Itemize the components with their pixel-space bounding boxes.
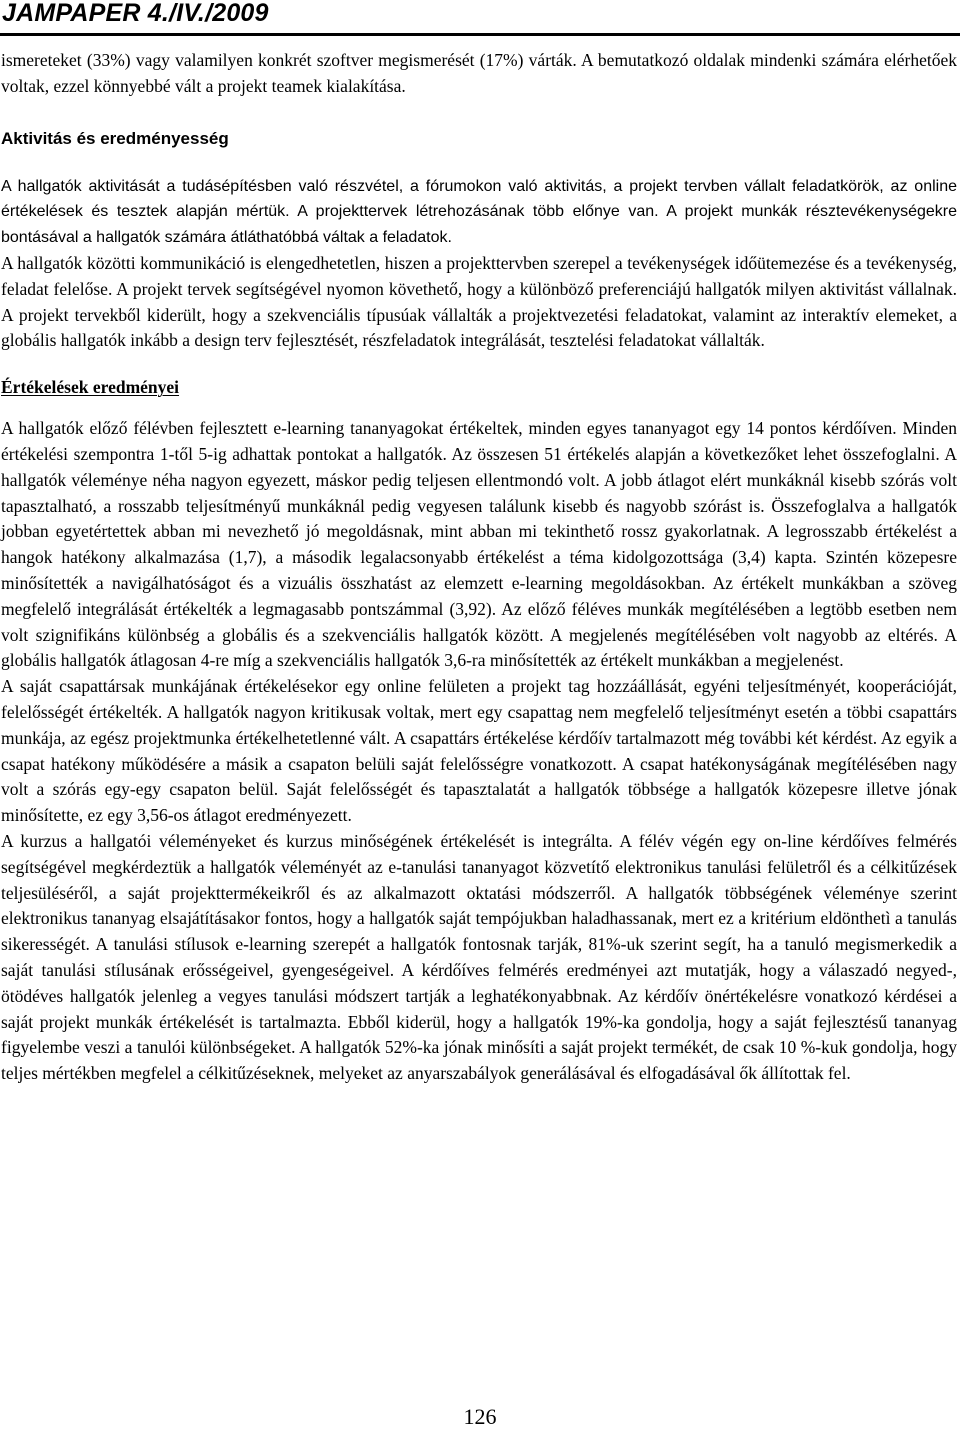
activity-paragraph-serif: A hallgatók közötti kommunikáció is elengedhetetlen, hiszen a projekttervben szerepel a tevékenységek időütemezése és a tevékenység, feladat felelőse. A projekt tervek segítségével nyomon követhető, hogy a különböző preferenciájú hallgatók milyen aktivitást vállalnak. A projekt tervekből kiderült, hogy a szekvenciális típusúak vállalták a projektvezetési feladatokat, valamint az interaktív elemeket, a globális hallgatók inkább a design terv fejlesztését, részfeladatok integrálását, tesztelési feladatokat vállalták. [1,252,957,351]
spacer [1,400,957,416]
page-number: 126 [463,1404,497,1429]
page-header [0,0,960,36]
evaluation-paragraph-3: A kurzus a hallgatói véleményeket és kurzus minőségének értékelését is integrálta. A félév végén egy on-line kérdőíves felmérés segítségével megkérdeztük a hallgatók véleményét az e-tanulási tananyagot közvetítő elektronikus tanulási felületről és a célkitűzések teljesüléséről, a saját projekttermékeikről és az alkalmazott oktatási módszerről. A hallgatók többségének véleménye szerint elektronikus tananyag elsajátításakor fontos, hogy a hallgatók saját tempójukban haladhassanak, mert ez a kritérium eldönthetì a tanulás sikerességét. A tanulási stílusok e-learning szerepét a hallgatók fontosnak tarják, 81%-uk szerint segít, ha a tanuló megismerkedik a saját tanulási stílusának erősségeivel, gyengeségeivel. A kérdőíves felmérés eredményei azt mutatják, hogy a válaszadó negyed-, ötödéves hallgatók jelenleg a vegyes tanulási módszert tartják a leghatékonyabbnak. Az kérdőív önértékelésre vonatkozó kérdései a saját projekt munkák értékelését is tartalmazta. Ebből kiderül, hogy a hallgatók 19%-ka gondolja, hogy a saját fejlesztésű tananyag figyelembe veszi a tanulói különbségeket. A hallgatók 52%-ka jónak minősíti a saját projekt termékét, de csak 10 %-kuk gondolja, hogy teljes mértékben megfelel a célkitűzéseknek, melyeket az anyarszabályok generálásával és elfogadásával ők állítottak fel. [1,830,957,1084]
spacer [1,354,957,374]
header-rule [0,33,960,36]
intro-paragraph: ismereteket (33%) vagy valamilyen konkrét szoftver megismerését (17%) várták. A bemutatkozó oldalak mindenki számára elérhetőek voltak, ezzel könnyebbé vált a projekt teamek kialakítása. [1,50,957,96]
activity-paragraph-sans: A hallgatók aktivitását a tudásépítésben való részvétel, a fórumokon való aktivitás, a projekt tervben vállalt feladatkörök, az online értékelések és tesztek alapján mértük. A projekttervek létrehozásának több előnye van. A projekt munkák résztevékenységekre bontásával a hallgatók számára átláthatóbbá váltak a feladatok. [1,177,957,247]
journal-title: JAMPAPER 4./IV./2009 [2,0,269,27]
spacer [1,152,957,174]
section-heading-evaluations: Értékelések eredményei [1,377,180,398]
evaluation-paragraph-1: A hallgatók előző félévben fejlesztett e-learning tananyagokat értékeltek, minden egyes tananyagot egy 14 pontos kérdőíven. Minden értékelési szempontra 1-től 5-ig adhattak pontokat a hallgatók. Az összesen 51 értékelés alapján a következőket lehet összefoglalni. A hallgatók véleménye néha nagyon egyezett, máskor pedig teljesen ellentmondó volt. A jobb átlagot elért munkáknál kisebb szórás volt tapasztalható, a rosszabb teljesítményű munkáknál pedig vegyesen találunk kisebb és nagyobb szórást is. Összefoglalva a hallgatók jobban egyetértettek abban mi nevezhető jó megoldásnak, mint abban mi tekinthető rossz gyakorlatnak. A legrosszabb értékelést a hangok hatékony alkalmazása (1,7), a második legalacsonyabb értékelést a téma kidolgozottsága (3,4) kapta. Szintén közepesre minősítették a navigálhatóságot és a vizuális összhatást az elemzett e-learning megoldásokban. Az értékelt munkákban a szöveg megfelelő integrálását értékelték a legmagasabb pontszámmal (3,92). Az előző féléves munkák megítélésében a legtöbb esetben nem volt szignifikáns különbség a globális és a szekvenciális hallgatók között. A megjelenés megítélésében volt nagyobb az eltérés. A globális hallgatók átlagosan 4-re míg a szekvenciális hallgatók 3,6-ra minősítették az értékelt munkákban a megjelenést. [1,418,957,671]
spacer [1,100,957,126]
evaluation-paragraph-2: A saját csapattársak munkájának értékelésekor egy online felületen a projekt tag hozzáállását, egyéni teljesítményét, kooperációját, felelősségét értékelték. A hallgatók nagyon kritikusak voltak, mert egy csapattag nem megfelelő teljesítményt esetén a többi csapattárs munkája, az egész projektmunka értékelhetetlenné vált. A csapattárs értékelése kérdőív tartalmazott még további két kérdést. Az egyik a csapat hatékony működésére a másik a csapaton belüli saját felelősségre vonatkozott. A csapat hatékonyságának megítélésében nagy volt a szórás egy-egy csapaton belül. Saját felelősségét és tapasztalatát a hallgatók többsége a hallgatók közepesre illetve jónak minősítette, ez egy 3,56-os átlagot eredményezett. [1,676,957,826]
article-body [1,48,957,1087]
section-heading-activity: Aktivitás és eredményesség [1,128,229,148]
